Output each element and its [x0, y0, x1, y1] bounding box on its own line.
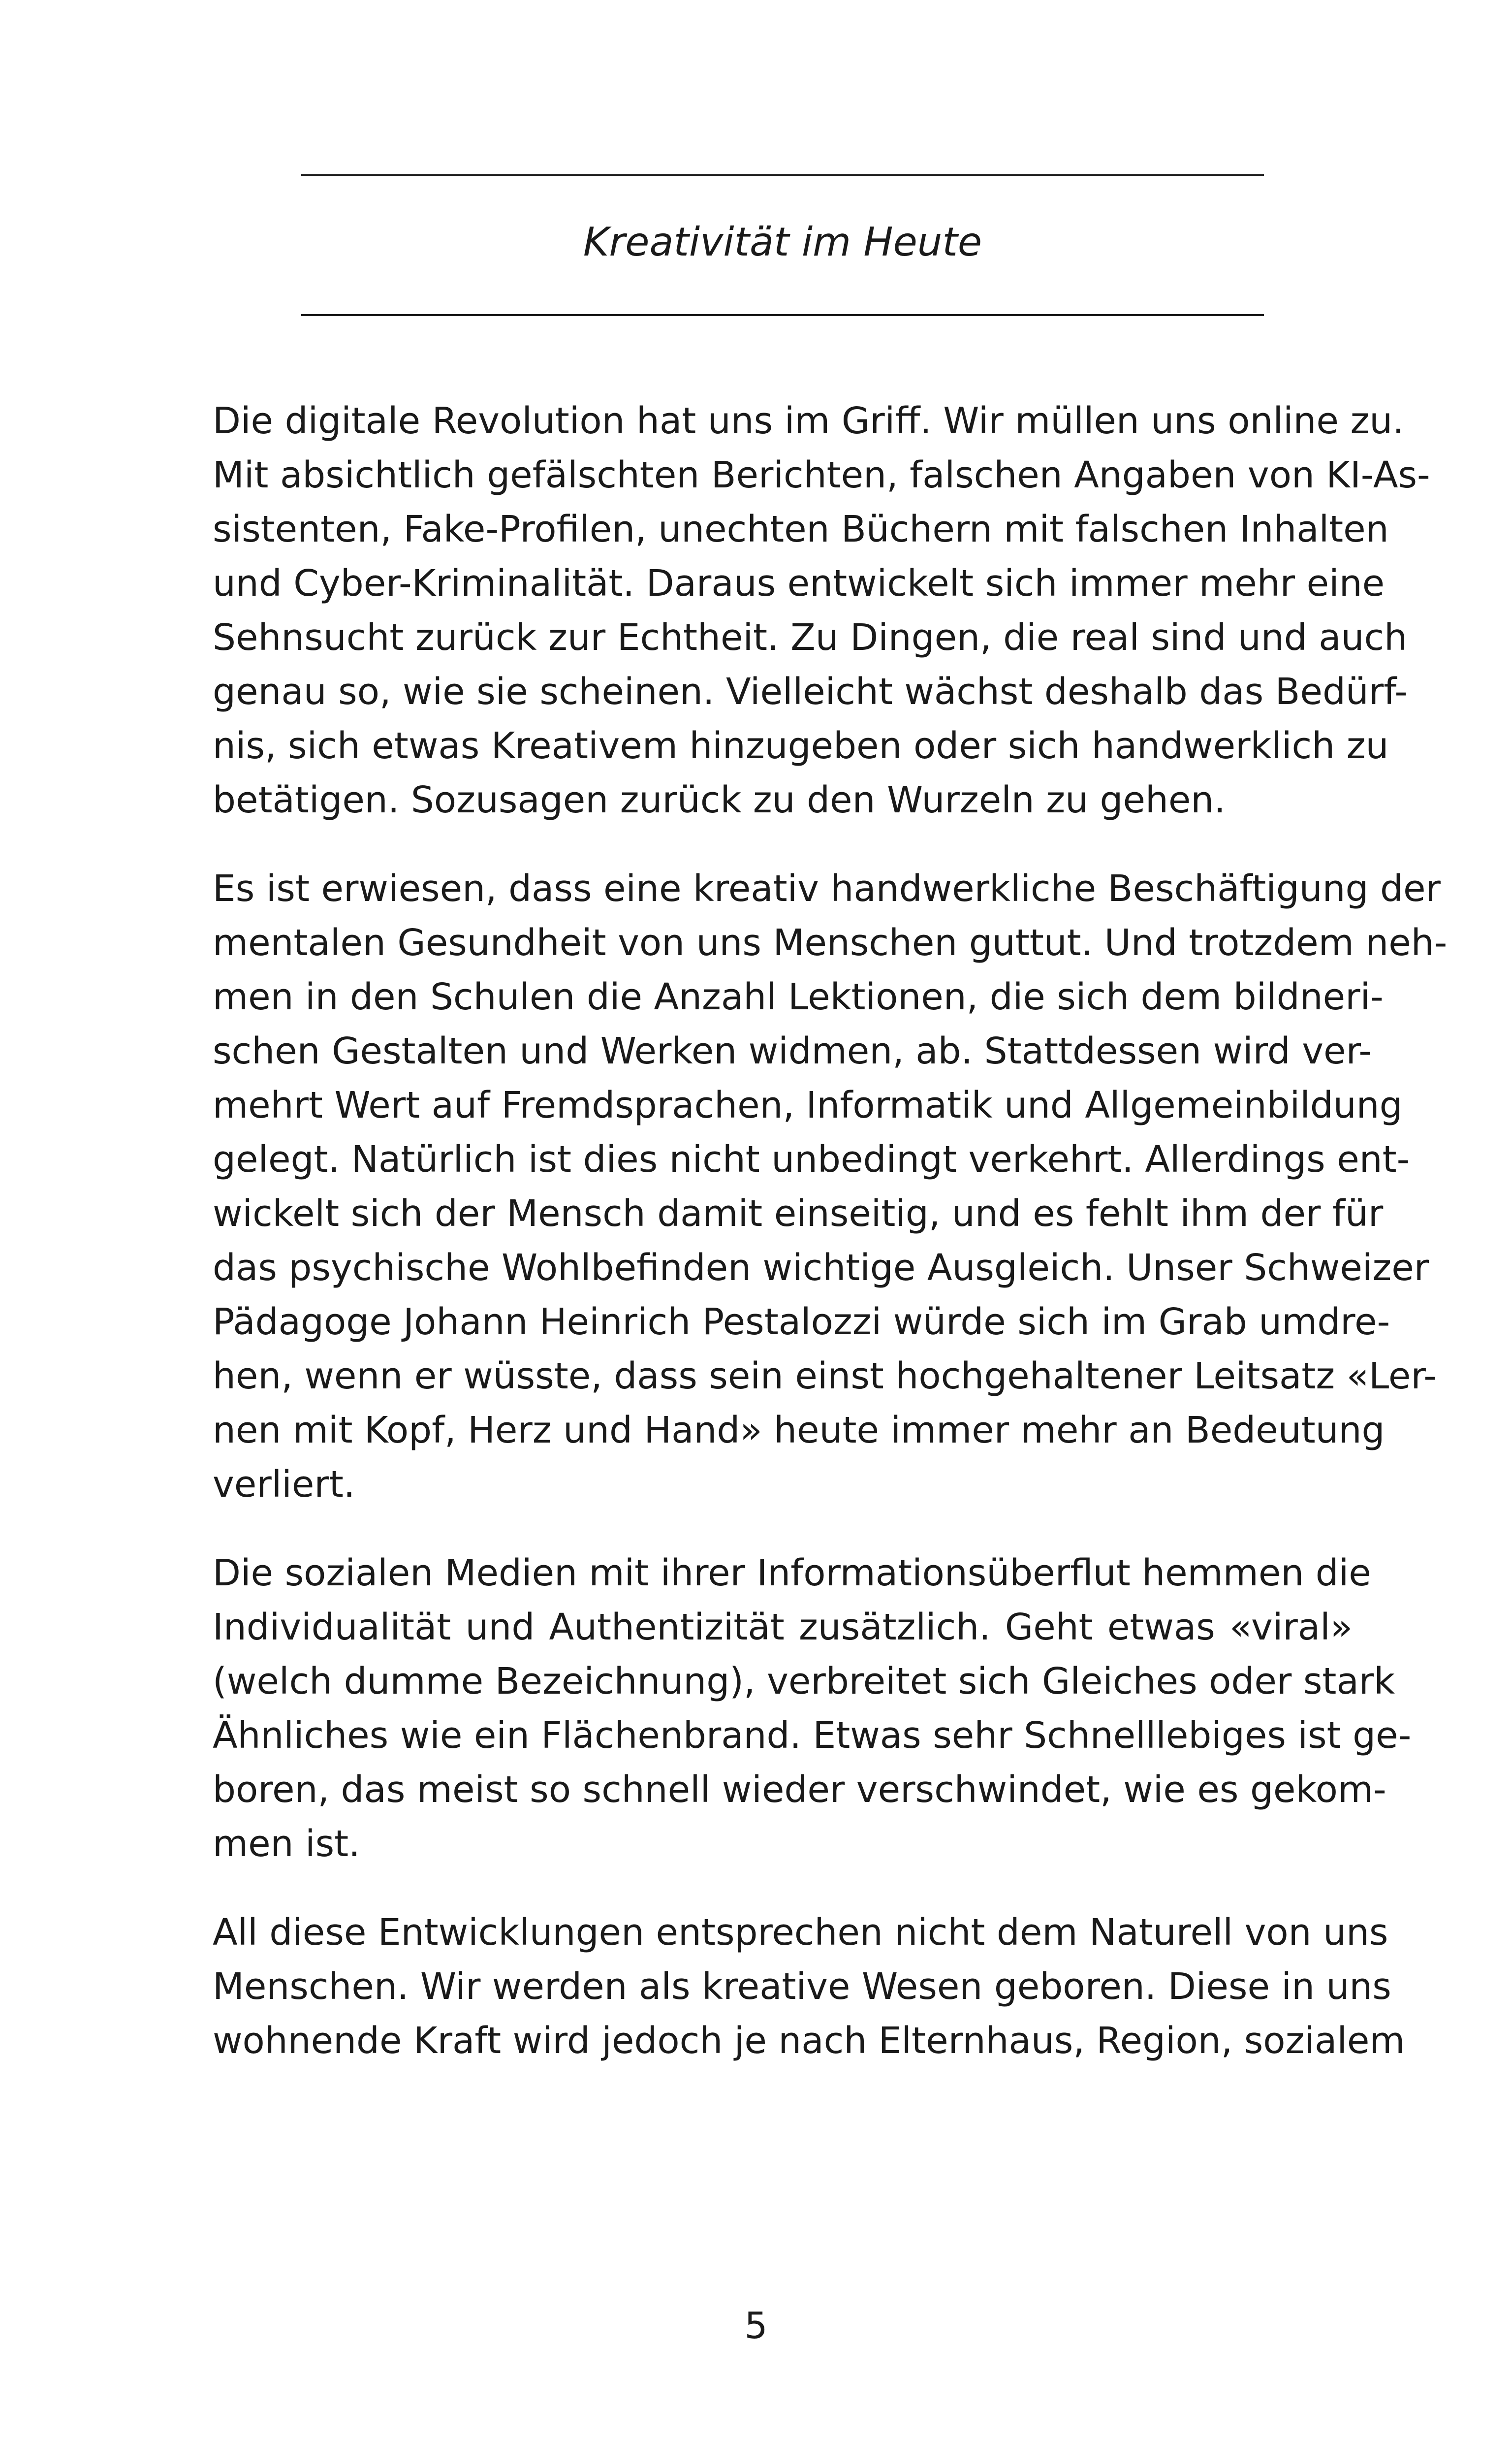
text-line: All diese Entwicklungen entsprechen nicht dem Naturell von uns [213, 1911, 1388, 1954]
body-text [213, 394, 1448, 2102]
text-line: (welch dumme Bezeichnung), verbreitet sich Gleiches oder stark [213, 1660, 1395, 1703]
text-line: Individualität und Authentizität zusätzlich. Geht etwas «viral» [213, 1606, 1353, 1648]
text-line: Sehnsucht zurück zur Echtheit. Zu Dingen, die real sind und auch [213, 616, 1408, 659]
text-line: Mit absichtlich gefälschten Berichten, falschen Angaben von KI-As- [213, 454, 1430, 496]
text-line: Die digitale Revolution hat uns im Griff. Wir müllen uns online zu. [213, 400, 1404, 442]
text-line: schen Gestalten und Werken widmen, ab. Stattdessen wird ver- [213, 1030, 1372, 1072]
paragraph [213, 1546, 1412, 1871]
text-line: nen mit Kopf, Herz und Hand» heute immer mehr an Bedeutung [213, 1409, 1385, 1451]
text-line: Pädagoge Johann Heinrich Pestalozzi würde sich im Grab umdre- [213, 1301, 1390, 1343]
text-line: men ist. [213, 1823, 360, 1865]
text-line: men in den Schulen die Anzahl Lektionen, die sich dem bildneri- [213, 976, 1384, 1018]
paragraph [213, 1905, 1405, 2068]
paragraph [213, 862, 1448, 1511]
text-line: wickelt sich der Mensch damit einseitig, und es fehlt ihm der für [213, 1192, 1384, 1235]
text-line: nis, sich etwas Kreativem hinzugeben oder sich handwerklich zu [213, 725, 1389, 767]
text-line: Ähnliches wie ein Flächenbrand. Etwas sehr Schnelllebiges ist ge- [213, 1714, 1412, 1757]
text-line: mentalen Gesundheit von uns Menschen guttut. Und trotzdem neh- [213, 922, 1448, 964]
text-line: gelegt. Natürlich ist dies nicht unbedingt verkehrt. Allerdings ent- [213, 1138, 1410, 1181]
text-line: Menschen. Wir werden als kreative Wesen geboren. Diese in uns [213, 1965, 1391, 2008]
text-line: boren, das meist so schnell wieder verschwindet, wie es gekom- [213, 1768, 1386, 1811]
text-line: betätigen. Sozusagen zurück zu den Wurzeln zu gehen. [213, 779, 1226, 821]
text-line: und Cyber-Kriminalität. Daraus entwickelt sich immer mehr eine [213, 562, 1385, 605]
text-line: sistenten, Fake-Profilen, unechten Büchern mit falschen Inhalten [213, 508, 1389, 550]
page-number: 5 [744, 2305, 768, 2347]
text-line: Die sozialen Medien mit ihrer Informationsüberflut hemmen die [213, 1552, 1371, 1594]
chapter-title: Kreativität im Heute [583, 219, 982, 265]
text-line: mehrt Wert auf Fremdsprachen, Informatik und Allgemeinbildung [213, 1084, 1403, 1126]
title-rule-top [301, 174, 1264, 176]
text-line: verliert. [213, 1463, 355, 1506]
text-line: hen, wenn er wüsste, dass sein einst hochgehaltener Leitsatz «Ler- [213, 1355, 1437, 1397]
text-line: das psychische Wohlbefinden wichtige Ausgleich. Unser Schweizer [213, 1247, 1429, 1289]
text-line: Es ist erwiesen, dass eine kreativ handwerkliche Beschäftigung der [213, 868, 1441, 910]
text-line: wohnende Kraft wird jedoch je nach Elternhaus, Region, sozialem [213, 2020, 1405, 2062]
paragraph [213, 394, 1430, 827]
title-rule-bottom [301, 314, 1264, 316]
text-line: genau so, wie sie scheinen. Vielleicht wächst deshalb das Bedürf- [213, 671, 1408, 713]
